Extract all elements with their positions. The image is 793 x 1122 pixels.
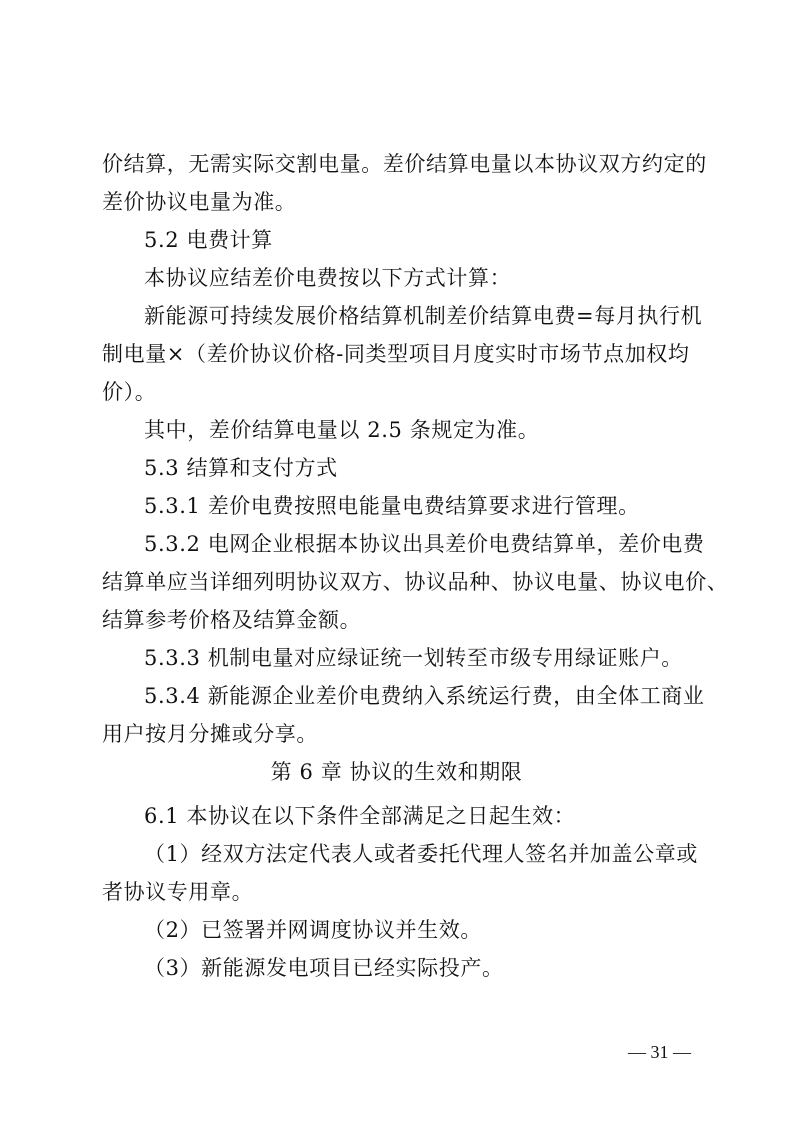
paragraph-line: 制电量×（差价协议价格-同类型项目月度实时市场节点加权均 xyxy=(102,342,690,366)
paragraph-line: 5.3.1 差价电费按照电能量电费结算要求进行管理。 xyxy=(144,494,640,518)
paragraph-line: 者协议专用章。 xyxy=(102,880,254,904)
paragraph-line: 本协议应结差价电费按以下方式计算： xyxy=(144,266,512,290)
paragraph-line: （2）已签署并网调度协议并生效。 xyxy=(144,918,482,942)
paragraph-line: 6.1 本协议在以下条件全部满足之日起生效： xyxy=(144,804,576,828)
paragraph-line: 结算参考价格及结算金额。 xyxy=(102,608,362,632)
paragraph-line: 5.3.2 电网企业根据本协议出具差价电费结算单，差价电费 xyxy=(144,532,705,556)
paragraph-line: 用户按月分摊或分享。 xyxy=(102,722,318,746)
paragraph-line: （3）新能源发电项目已经实际投产。 xyxy=(144,956,504,980)
chapter-heading: 第 6 章 协议的生效和期限 xyxy=(270,760,523,784)
section-heading-5-3: 5.3 结算和支付方式 xyxy=(144,456,338,480)
paragraph-line: 新能源可持续发展价格结算机制差价结算电费=每月执行机 xyxy=(144,304,703,328)
paragraph-line: 价）。 xyxy=(102,380,157,404)
paragraph-line: 结算单应当详细列明协议双方、协议品种、协议电量、协议电价、 xyxy=(102,570,729,594)
paragraph-line: 价结算，无需实际交割电量。差价结算电量以本协议双方约定的 xyxy=(102,152,707,176)
page-number: — 31 — xyxy=(628,1042,691,1062)
paragraph-line: 其中，差价结算电量以 2.5 条规定为准。 xyxy=(144,418,540,442)
paragraph-line: 5.3.4 新能源企业差价电费纳入系统运行费，由全体工商业 xyxy=(144,684,705,708)
section-heading-5-2: 5.2 电费计算 xyxy=(144,228,273,252)
paragraph-line: 差价协议电量为准。 xyxy=(102,190,297,214)
paragraph-line: 5.3.3 机制电量对应绿证统一划转至市级专用绿证账户。 xyxy=(144,646,683,670)
paragraph-line: （1）经双方法定代表人或者委托代理人签名并加盖公章或 xyxy=(144,842,698,866)
